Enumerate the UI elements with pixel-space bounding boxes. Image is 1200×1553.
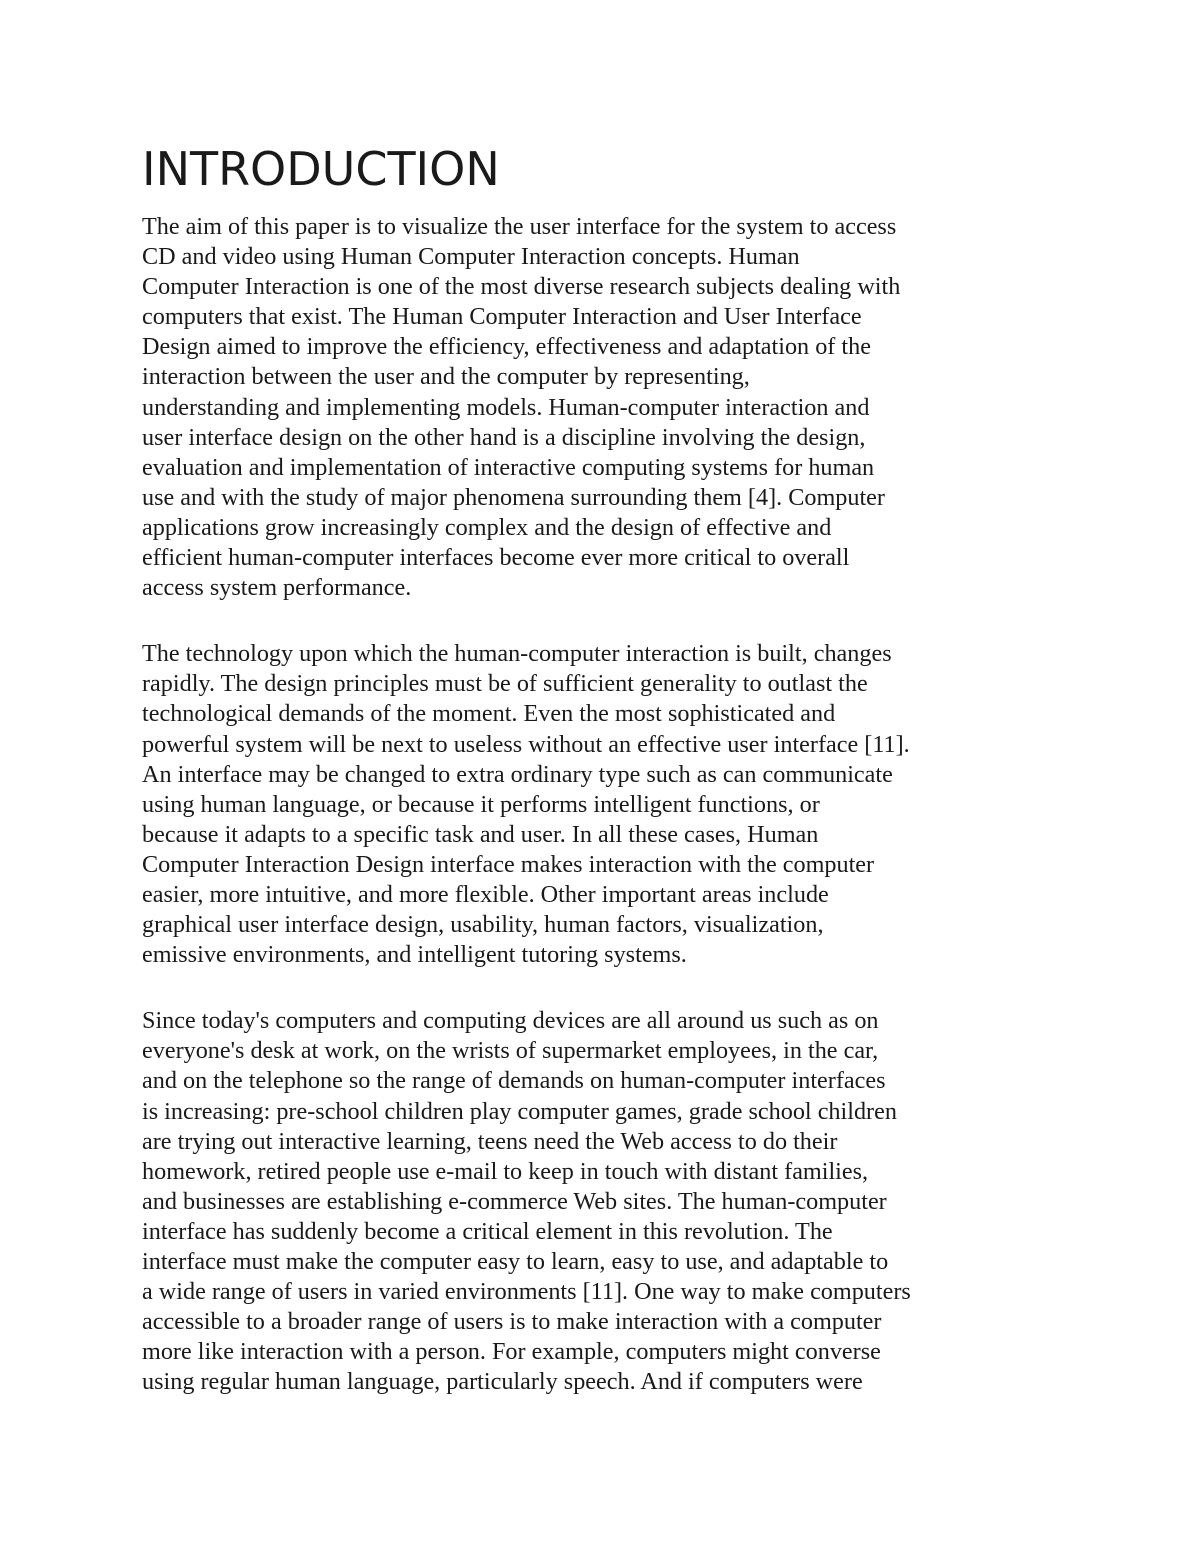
text-line: computers that exist. The Human Computer Interaction and User Interface (142, 303, 862, 331)
text-line: Design aimed to improve the efficiency, effectiveness and adaptation of the (142, 333, 871, 361)
text-line: are trying out interactive learning, teens need the Web access to do their (142, 1127, 838, 1155)
text-line: easier, more intuitive, and more flexible. Other important areas include (142, 880, 829, 908)
text-line: access system performance. (142, 574, 412, 602)
text-line: graphical user interface design, usability, human factors, visualization, (142, 911, 824, 939)
text-line: powerful system will be next to useless without an effective user interface [11]. (142, 730, 910, 758)
paragraph (142, 639, 1082, 970)
text-line: is increasing: pre-school children play computer games, grade school children (142, 1097, 897, 1125)
text-line: CD and video using Human Computer Interaction concepts. Human (142, 243, 800, 271)
text-line: An interface may be changed to extra ordinary type such as can communicate (142, 760, 893, 788)
text-line: using human language, or because it performs intelligent functions, or (142, 790, 820, 818)
text-line: interface has suddenly become a critical element in this revolution. The (142, 1217, 833, 1245)
section-heading: INTRODUCTION (142, 142, 500, 196)
text-line: homework, retired people use e-mail to keep in touch with distant families, (142, 1157, 869, 1185)
text-line: evaluation and implementation of interactive computing systems for human (142, 453, 875, 481)
text-line: Computer Interaction is one of the most diverse research subjects dealing with (142, 273, 901, 301)
text-line: a wide range of users in varied environments [11]. One way to make computers (142, 1278, 911, 1306)
text-line: use and with the study of major phenomena surrounding them [4]. Computer (142, 483, 885, 511)
text-line: more like interaction with a person. For example, computers might converse (142, 1338, 881, 1366)
text-line: user interface design on the other hand is a discipline involving the design, (142, 423, 866, 451)
text-line: because it adapts to a specific task and user. In all these cases, Human (142, 820, 819, 848)
text-line: using regular human language, particularly speech. And if computers were (142, 1368, 863, 1396)
text-line: Computer Interaction Design interface makes interaction with the computer (142, 850, 875, 878)
text-line: and on the telephone so the range of demands on human-computer interfaces (142, 1067, 886, 1095)
paragraph (142, 1006, 1082, 1397)
text-line: everyone's desk at work, on the wrists of supermarket employees, in the car, (142, 1037, 879, 1065)
text-line: interface must make the computer easy to learn, easy to use, and adaptable to (142, 1248, 889, 1275)
text-line: emissive environments, and intelligent tutoring systems. (142, 941, 687, 969)
text-line: The aim of this paper is to visualize the user interface for the system to access (142, 213, 897, 240)
text-line: applications grow increasingly complex and the design of effective and (142, 513, 832, 541)
text-line: technological demands of the moment. Even the most sophisticated and (142, 700, 836, 728)
text-line: efficient human-computer interfaces become ever more critical to overall (142, 544, 850, 572)
text-line: interaction between the user and the computer by representing, (142, 363, 750, 391)
text-line: accessible to a broader range of users is to make interaction with a computer (142, 1308, 882, 1336)
text-line: understanding and implementing models. Human-computer interaction and (142, 393, 870, 421)
body-text (142, 212, 1082, 1433)
text-line: The technology upon which the human-computer interaction is built, changes (142, 640, 892, 668)
paragraph (142, 212, 1082, 603)
text-line: Since today's computers and computing devices are all around us such as on (142, 1007, 879, 1035)
text-line: and businesses are establishing e-commerce Web sites. The human-computer (142, 1187, 887, 1215)
text-line: rapidly. The design principles must be of sufficient generality to outlast the (142, 670, 868, 698)
